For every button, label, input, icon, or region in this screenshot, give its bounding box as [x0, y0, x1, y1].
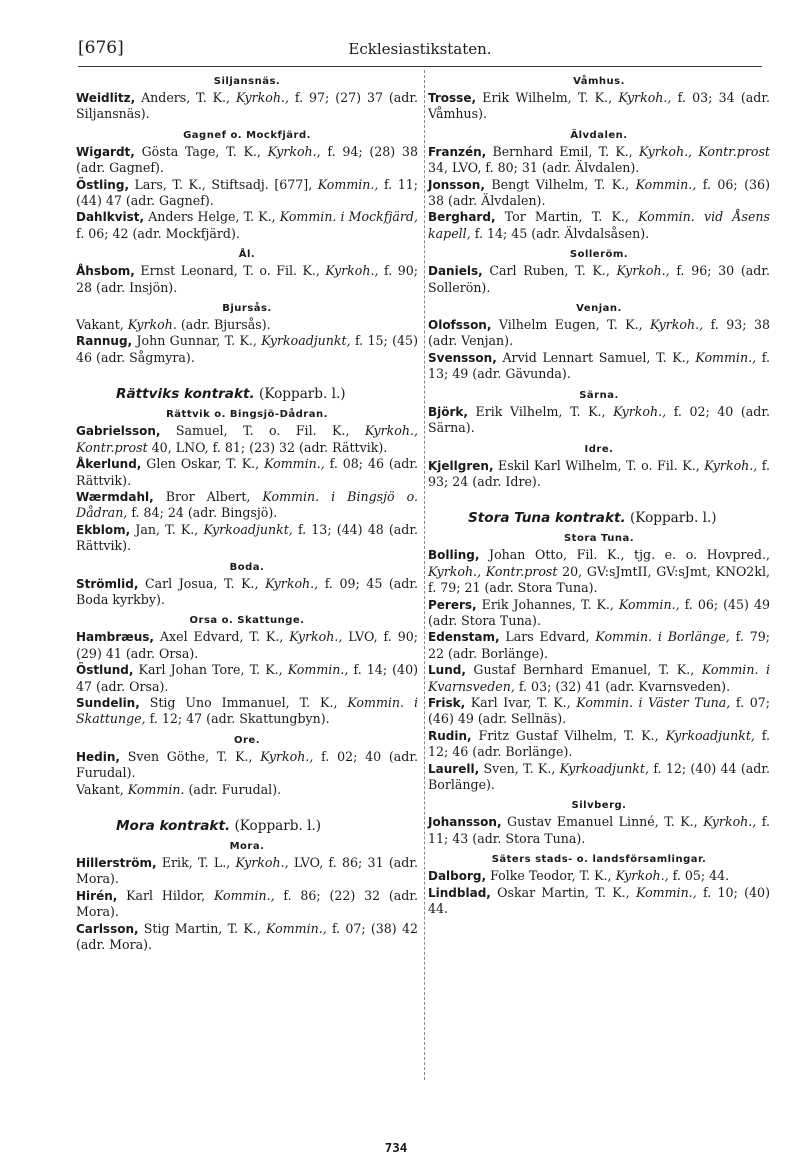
entry-details: Vilhelm Eugen, T. K.,	[498, 317, 643, 333]
entry-dates: f. 97; (27) 37 (adr. Siljansnäs).	[76, 90, 418, 122]
entry-details: Karl Ivar, T. K.,	[470, 694, 571, 710]
parish-heading: Venjan.	[576, 303, 622, 315]
clergy-entry	[428, 144, 770, 177]
surname: Strömlid,	[76, 576, 139, 591]
kontrakt-heading	[116, 818, 418, 834]
clergy-entry	[428, 814, 770, 847]
surname: Laurell,	[428, 761, 480, 776]
surname: Sundelin,	[76, 695, 140, 710]
surname: Olofsson,	[428, 318, 492, 333]
entry-office: Kommin. i Mockfjärd,	[279, 209, 418, 225]
clergy-entry	[428, 761, 770, 794]
clergy-entry	[428, 695, 770, 728]
clergy-entry	[76, 749, 418, 782]
entry-dates: LVO, f. 86; 31 (adr. Mora).	[76, 855, 418, 887]
column-divider	[424, 70, 426, 1080]
entry-details: Lars, T. K., Stiftsadj. [677],	[134, 176, 313, 192]
surname: Wærmdahl,	[76, 489, 154, 504]
entry-office: Kommin.,	[635, 176, 697, 192]
entry-details: Vakant,	[76, 317, 124, 333]
parish-heading: Särna.	[579, 389, 619, 401]
clergy-entry	[428, 597, 770, 630]
entry-office: Kyrkoh.,	[260, 748, 314, 764]
clergy-entry	[428, 547, 770, 596]
entry-office: Kommin.,	[264, 456, 325, 472]
surname: Svensson,	[428, 350, 497, 365]
clergy-entry	[76, 144, 418, 177]
entry-office: Kommin. i Bingsjö o. Dådran,	[76, 488, 418, 521]
clergy-entry	[76, 888, 418, 921]
entry-details: Stig Uno Immanuel, T. K.,	[149, 694, 338, 710]
entry-details: Erik Vilhelm, T. K.,	[475, 403, 606, 419]
entry-details: Eskil Karl Wilhelm, T. o. Fil. K.,	[498, 457, 700, 473]
clergy-entry	[76, 489, 418, 522]
kontrakt-county: (Kopparb. l.)	[234, 818, 322, 834]
kontrakt-name: Rättviks kontrakt.	[116, 386, 255, 403]
entry-office: Kyrkoh.,	[618, 90, 672, 105]
entry-details: Samuel, T. o. Fil. K.,	[175, 423, 350, 439]
entry-dates: 40, LNO, f. 81; (23) 32 (adr. Rättvik).	[151, 439, 388, 455]
parish-heading: Mora.	[229, 841, 265, 852]
entry-office: Kommin. i Väster Tuna,	[576, 694, 731, 710]
entry-details: Fritz Gustaf Vilhelm, T. K.,	[478, 727, 659, 743]
entry-dates: f. 12; 46 (adr. Borlänge).	[428, 727, 771, 760]
parish-heading: Orsa o. Skattunge.	[189, 615, 305, 627]
surname: Östlund,	[76, 663, 134, 678]
entry-office: Kommin.	[127, 781, 185, 797]
entry-office: Kyrkoh.,	[289, 629, 343, 645]
clergy-entry	[428, 868, 770, 884]
entry-dates: f. 08; 46 (adr. Rättvik).	[76, 456, 418, 488]
entry-dates: f. 09; 45 (adr. Boda kyrkby).	[76, 575, 418, 607]
entry-dates: f. 02; 40 (adr. Furudal).	[76, 748, 418, 781]
surname: Jonsson,	[428, 177, 485, 192]
surname: Ekblom,	[76, 522, 131, 537]
entry-dates: f. 06; (36) 38 (adr. Älvdalen).	[428, 176, 770, 209]
entry-office: Kyrkoh.,	[235, 855, 289, 870]
entry-office: Kommin.,	[636, 884, 697, 900]
clergy-entry	[428, 263, 770, 296]
surname: Hedin,	[76, 749, 120, 764]
parish-heading: Silvberg.	[571, 800, 627, 812]
entry-dates: f. 11; (44) 47 (adr. Gagnef).	[76, 176, 418, 209]
clergy-entry	[76, 209, 418, 242]
entry-details: Gustav Emanuel Linné, T. K.,	[507, 814, 698, 830]
parish-heading: Solleröm.	[569, 249, 629, 261]
parish-heading: Bjursås.	[222, 303, 272, 315]
clergy-entry	[76, 263, 418, 296]
entry-office: Kyrkoh.,	[267, 143, 321, 159]
clergy-entry	[76, 177, 418, 210]
entry-details: Jan, T. K.,	[135, 521, 199, 537]
entry-dates: f. 93; 38 (adr. Venjan).	[428, 317, 770, 349]
left-column	[76, 76, 418, 953]
entry-dates: f. 06; 42 (adr. Mockfjärd).	[76, 225, 240, 241]
entry-details: Stig Martin, T. K.,	[143, 920, 261, 936]
clergy-entry	[76, 855, 418, 888]
entry-office: Kommin. i Borlänge,	[595, 629, 730, 645]
entry-dates: f. 14; (40) 47 (adr. Orsa).	[76, 662, 418, 694]
kontrakt-county: (Kopparb. l.)	[630, 510, 717, 527]
running-title: Ecklesiastikstaten.	[348, 40, 492, 58]
entry-details: Ernst Leonard, T. o. Fil. K.,	[140, 263, 320, 279]
entry-office: Kyrkoadjunkt,	[261, 333, 351, 349]
entry-dates: f. 02; 40 (adr. Särna).	[428, 403, 770, 436]
entry-dates: f. 94; (28) 38 (adr. Gagnef).	[76, 143, 418, 176]
surname: Rannug,	[76, 334, 133, 349]
surname: Åkerlund,	[76, 457, 142, 472]
clergy-entry	[428, 458, 770, 491]
surname: Frisk,	[428, 695, 466, 710]
entry-office: Kyrkoh.,	[704, 457, 758, 473]
surname: Björk,	[428, 404, 468, 419]
clergy-entry	[76, 456, 418, 489]
entry-office: Kommin. vid Åsens kapell,	[428, 209, 770, 241]
entry-details: Lars Edvard,	[505, 629, 590, 645]
entry-details: Arvid Lennart Samuel, T. K.,	[502, 349, 690, 365]
surname: Carlsson,	[76, 921, 139, 936]
kontrakt-name: Stora Tuna kontrakt.	[468, 510, 626, 527]
clergy-entry	[428, 629, 770, 662]
parish-heading: Rättvik o. Bingsjö-Dådran.	[166, 409, 328, 421]
surname: Perers,	[428, 597, 477, 612]
clergy-entry	[428, 317, 770, 350]
page-number: [676]	[78, 38, 124, 58]
clergy-entry	[428, 885, 770, 918]
clergy-entry	[76, 695, 418, 728]
entry-office: Kyrkoadjunkt,	[203, 521, 293, 537]
surname: Bolling,	[428, 548, 480, 563]
entry-dates: f. 13; 49 (adr. Gävunda).	[428, 349, 770, 382]
entry-office: Kyrkoadjunkt,	[559, 760, 649, 776]
kontrakt-heading	[468, 510, 770, 526]
entry-details: Folke Teodor, T. K.,	[490, 868, 612, 884]
surname: Dalborg,	[428, 869, 487, 884]
entry-dates: LVO, f. 90; (29) 41 (adr. Orsa).	[76, 629, 418, 661]
entry-dates: f. 13; (44) 48 (adr. Rättvik).	[76, 521, 418, 554]
clergy-entry	[76, 629, 418, 662]
entry-office: Kommin.,	[287, 662, 349, 678]
parish-heading: Siljansnäs.	[213, 76, 281, 87]
clergy-entry	[76, 662, 418, 695]
clergy-entry	[428, 662, 770, 695]
surname: Wigardt,	[76, 144, 135, 159]
parish-heading: Ore.	[233, 734, 260, 746]
entry-office: Kommin. i Skattunge,	[76, 694, 418, 727]
surname: Johansson,	[428, 815, 502, 830]
entry-office: Kyrkoh.,	[616, 263, 670, 279]
entry-office: Kyrkoh., Kontr.prost	[76, 423, 418, 455]
entry-details: Tor Martin, T. K.,	[504, 209, 629, 225]
clergy-entry	[76, 522, 418, 555]
surname: Berghard,	[428, 210, 496, 225]
page-header	[78, 36, 762, 67]
entry-office: Kyrkoh.,	[235, 90, 290, 105]
entry-dates: 20, GV:sJmtII, GV:sJmt, KNO2kl, f. 79; 21 (adr. Stora Tuna).	[428, 563, 770, 596]
clergy-entry	[76, 90, 418, 123]
clergy-entry	[76, 782, 418, 798]
entry-details: Anders, T. K.,	[141, 90, 231, 105]
right-column	[428, 76, 770, 917]
entry-office: Kyrkoadjunkt,	[665, 727, 755, 743]
entry-dates: f. 07; (38) 42 (adr. Mora).	[76, 920, 418, 953]
entry-dates: f. 79; 22 (adr. Borlänge).	[428, 629, 770, 661]
clergy-entry	[76, 423, 418, 456]
surname: Lindblad,	[428, 885, 491, 900]
surname: Kjellgren,	[428, 458, 494, 473]
entry-details: Anders Helge, T. K.,	[148, 209, 276, 225]
entry-office: Kommin. i Kvarnsveden,	[428, 662, 770, 694]
entry-office: Kommin.,	[695, 349, 757, 365]
entry-details: Carl Josua, T. K.,	[144, 575, 259, 591]
surname: Åhsbom,	[76, 264, 135, 279]
entry-dates: f. 12; (40) 44 (adr. Borlänge).	[428, 760, 770, 792]
entry-office: Kyrkoh.	[127, 317, 177, 333]
entry-details: Gösta Tage, T. K.,	[141, 143, 261, 159]
entry-details: Erik Wilhelm, T. K.,	[482, 90, 613, 105]
entry-details: Vakant,	[76, 781, 124, 797]
surname: Dahlkvist,	[76, 210, 145, 225]
entry-office: Kyrkoh.,	[265, 575, 319, 591]
entry-dates: 34, LVO, f. 80; 31 (adr. Älvdalen).	[428, 160, 640, 176]
entry-office: Kyrkoh.,	[325, 263, 379, 279]
entry-office: Kyrkoh.,	[613, 403, 667, 419]
entry-details: Carl Ruben, T. K.,	[489, 263, 610, 279]
kontrakt-heading	[116, 386, 418, 402]
surname: Östling,	[76, 177, 129, 192]
surname: Hirén,	[76, 888, 118, 903]
entry-details: Sven, T. K.,	[483, 760, 556, 776]
surname: Weidlitz,	[76, 91, 136, 105]
clergy-entry	[428, 209, 770, 242]
parish-heading: Stora Tuna.	[563, 533, 635, 545]
surname: Daniels,	[428, 264, 483, 279]
clergy-entry	[428, 350, 770, 383]
entry-dates: f. 11; 43 (adr. Stora Tuna).	[428, 814, 770, 846]
surname: Rudin,	[428, 728, 472, 743]
entry-dates: f. 93; 24 (adr. Idre).	[428, 457, 770, 489]
entry-details: Erik, T. L.,	[161, 855, 231, 870]
entry-office: Kyrkoh., Kontr.prost	[639, 143, 770, 159]
entry-details: Sven Göthe, T. K.,	[127, 748, 253, 764]
surname: Lund,	[428, 663, 466, 678]
parish-heading: Ål.	[238, 249, 256, 261]
parish-heading: Säters stads- o. landsförsamlingar.	[491, 854, 707, 866]
entry-office: Kyrkoh.,	[615, 868, 669, 884]
parish-heading: Älvdalen.	[570, 129, 628, 141]
kontrakt-county: (Kopparb. l.)	[259, 386, 346, 403]
entry-office: Kommin.,	[213, 887, 275, 903]
surname: Trosse,	[428, 91, 477, 105]
entry-dates: f. 15; (45) 46 (adr. Sågmyra).	[76, 333, 418, 365]
entry-dates: (adr. Furudal).	[188, 781, 282, 797]
clergy-entry	[428, 404, 770, 437]
entry-details: Glen Oskar, T. K.,	[146, 456, 260, 472]
entry-details: Bengt Vilhelm, T. K.,	[491, 176, 630, 192]
entry-dates: (adr. Bjursås).	[180, 317, 271, 333]
kontrakt-name: Mora kontrakt.	[116, 818, 231, 834]
surname: Edenstam,	[428, 630, 500, 645]
entry-office: Kommin.,	[618, 596, 680, 612]
parish-heading: Våmhus.	[573, 76, 625, 87]
entry-details: Karl Johan Tore, T. K.,	[138, 662, 283, 678]
parish-heading: Idre.	[584, 443, 614, 455]
entry-details: Johan Otto, Fil. K., tjg. e. o. Hovpred.,	[489, 547, 770, 563]
entry-dates: f. 03; (32) 41 (adr. Kvarnsveden).	[518, 678, 731, 694]
entry-dates: f. 05; 44.	[672, 868, 730, 884]
entry-office: Kommin.,	[266, 920, 327, 936]
entry-office: Kyrkoh.,	[650, 317, 704, 333]
entry-details: Axel Edvard, T. K.,	[159, 629, 284, 645]
entry-office: Kyrkoh., Kontr.prost	[428, 563, 558, 579]
entry-dates: f. 10; (40) 44.	[428, 884, 770, 917]
entry-dates: f. 84; 24 (adr. Bingsjö).	[131, 505, 278, 521]
clergy-entry	[428, 90, 770, 123]
entry-dates: f. 86; (22) 32 (adr. Mora).	[76, 887, 418, 920]
parish-heading: Gagnef o. Mockfjärd.	[183, 129, 311, 141]
clergy-entry	[76, 921, 418, 954]
clergy-entry	[76, 333, 418, 366]
surname: Franzén,	[428, 144, 487, 159]
entry-dates: f. 14; 45 (adr. Älvdalsåsen).	[474, 225, 650, 241]
entry-details: Erik Johannes, T. K.,	[481, 596, 614, 612]
entry-dates: f. 12; 47 (adr. Skattungbyn).	[149, 711, 330, 727]
entry-details: John Gunnar, T. K.,	[136, 333, 257, 349]
clergy-entry	[76, 576, 418, 609]
entry-dates: f. 07; (46) 49 (adr. Sellnäs).	[428, 694, 770, 727]
entry-office: Kommin.,	[317, 176, 379, 192]
surname: Hambræus,	[76, 630, 154, 645]
clergy-entry	[428, 177, 770, 210]
surname: Gabrielsson,	[76, 424, 161, 439]
parish-heading: Boda.	[229, 561, 265, 573]
entry-details: Bernhard Emil, T. K.,	[492, 143, 633, 159]
folio: 734	[384, 1140, 408, 1155]
entry-dates: f. 90; 28 (adr. Insjön).	[76, 263, 418, 295]
entry-details: Oskar Martin, T. K.,	[497, 884, 630, 900]
entry-dates: f. 06; (45) 49 (adr. Stora Tuna).	[428, 596, 770, 628]
entry-dates: f. 03; 34 (adr. Våmhus).	[428, 90, 770, 122]
entry-dates: f. 96; 30 (adr. Sollerön).	[428, 263, 771, 295]
surname: Hillerström,	[76, 856, 157, 870]
entry-office: Kyrkoh.,	[703, 814, 757, 830]
clergy-entry	[76, 317, 418, 333]
clergy-entry	[428, 728, 770, 761]
entry-details: Karl Hildor,	[126, 887, 206, 903]
entry-details: Gustaf Bernhard Emanuel, T. K.,	[473, 662, 695, 678]
entry-details: Bror Albert,	[165, 488, 251, 504]
